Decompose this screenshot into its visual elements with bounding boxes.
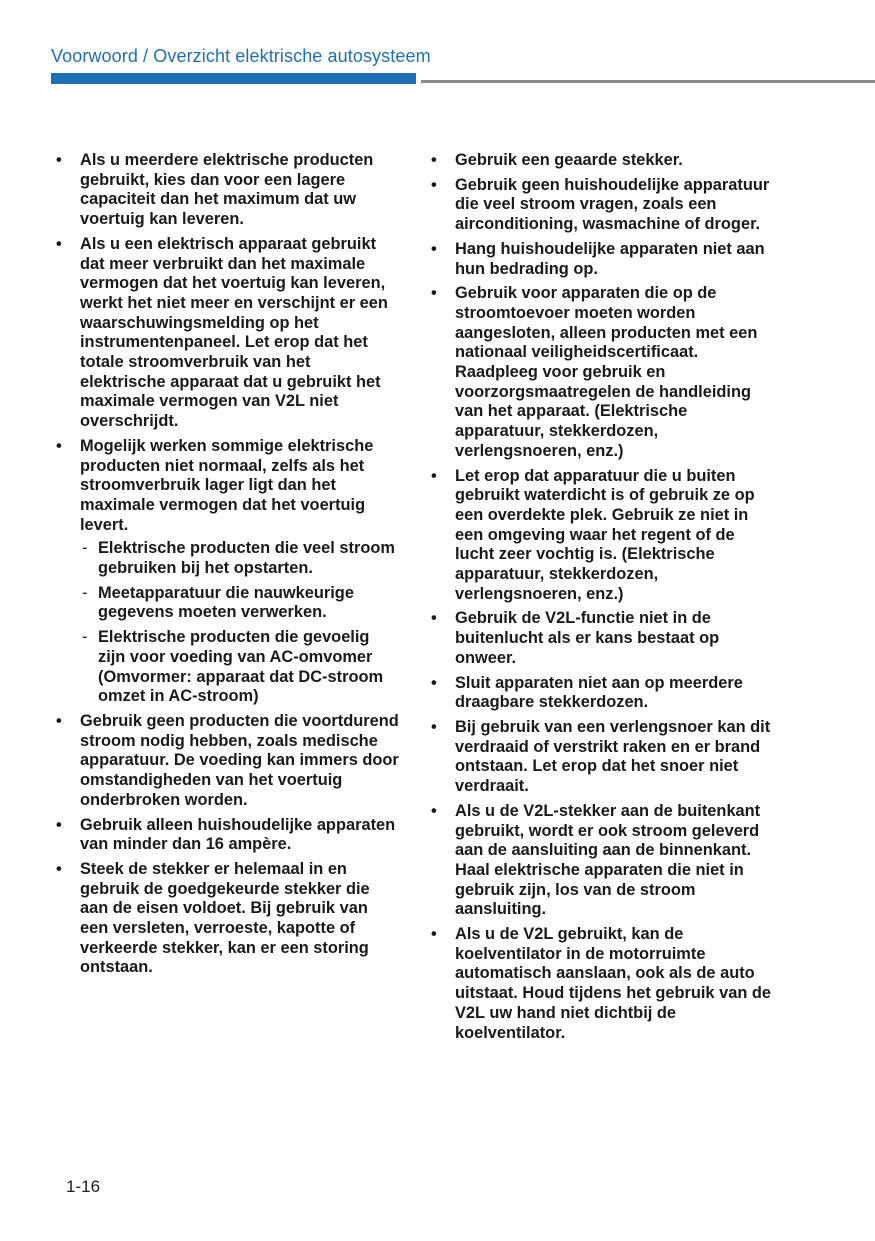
list-item <box>55 816 400 855</box>
right-column <box>430 151 775 1048</box>
list-item-text: • Gebruik geen huishoudelijke apparatuur die veel stroom vragen, zoals een airconditioning, wasmachine of droger. <box>455 175 770 234</box>
list-item-text: • Als u de V2L gebruikt, kan de koelventilator in de motorruimte automatisch aanslaan, ook als de auto uitstaat. Houd tijdens het gebruik van de V2L uw hand niet dichtbij de koelventilator. <box>455 925 772 1042</box>
list-item-text: • Hang huishoudelijke apparaten niet aan hun bedrading op. <box>455 239 765 278</box>
list-item-text: • Gebruik voor apparaten die op de stroomtoevoer moeten worden aangesloten, alleen producten met een nationaal veiligheidscertificaat. Raadpleeg voor gebruik en voorzorgsmaatregelen de handleiding van het apparaat. (Elektrische apparatuur, stekkerdozen, verlengsnoeren, enz.) <box>455 284 758 460</box>
list-item <box>430 240 775 279</box>
list-item <box>430 151 775 171</box>
list-item-text: • Steek de stekker er helemaal in en gebruik de goedgekeurde stekker die aan de eisen voldoet. Bij gebruik van een versleten, verroeste, kapotte of verkeerde stekker, kan er een storing ontstaan. <box>80 859 370 977</box>
list-item-text: • Gebruik alleen huishoudelijke apparaten van minder dan 16 ampère. <box>80 815 396 854</box>
list-item-text: • Sluit apparaten niet aan op meerdere draagbare stekkerdozen. <box>455 673 743 712</box>
header-rule-accent <box>51 73 416 84</box>
list-item <box>55 860 400 978</box>
list-item-text: • Bij gebruik van een verlengsnoer kan dit verdraaid of verstrikt raken en er brand ontstaan. Let erop dat het snoer niet verdraait. <box>455 717 771 796</box>
page-number: 1-16 <box>66 1177 101 1196</box>
section-title: Voorwoord / Overzicht elektrische autosysteem <box>51 46 431 66</box>
list-item-text: • Als u een elektrisch apparaat gebruikt dat meer verbruikt dan het maximale vermogen dat het voertuig kan leveren, werkt het niet meer en verschijnt er een waarschuwingsmelding op het instrumentenpaneel. Let erop dat het totale stroomverbruik van het elektrische apparaat dat u gebruikt het maximale vermogen van V2L niet overschrijdt. <box>80 234 388 431</box>
list-item <box>430 802 775 920</box>
list-item <box>55 235 400 432</box>
list-item-text: • Mogelijk werken sommige elektrische producten niet normaal, zelfs als het stroomverbruik lager ligt dan het maximale vermogen dat het voertuig levert. <box>80 436 374 534</box>
left-bullet-list <box>55 151 400 978</box>
list-item <box>55 151 400 230</box>
right-bullet-list <box>430 151 775 1043</box>
sub-list-item: - Elektrische producten die gevoelig zijn voor voeding van AC-omvomer (Omvormer: apparaat dat DC-stroom omzet in AC-stroom) <box>80 628 400 707</box>
list-item <box>430 467 775 605</box>
list-item <box>430 176 775 235</box>
list-item-text: • Gebruik de V2L-functie niet in de buitenlucht als er kans bestaat op onweer. <box>455 609 720 667</box>
header-rule-gray <box>421 80 875 83</box>
list-item-text: • Let erop dat apparatuur die u buiten gebruikt waterdicht is of gebruik ze op een overdekte plek. Gebruik ze niet in een omgeving waar het regent of de lucht zeer vochtig is. (Elektrische apparatuur, stekkerdozen, verlengsnoeren, enz.) <box>455 466 755 603</box>
list-item-text: • Als u de V2L-stekker aan de buitenkant gebruikt, wordt er ook stroom geleverd aan de aansluiting aan de binnenkant. Haal elektrische apparaten die niet in gebruik zijn, los van de stroom aansluiting. <box>455 801 761 919</box>
list-item-text: • Gebruik geen producten die voortdurend stroom nodig hebben, zoals medische apparatuur. De voeding kan immers door omstandigheden van het voertuig onderbroken worden. <box>80 711 399 809</box>
list-item <box>55 437 400 707</box>
list-item-text: • Als u meerdere elektrische producten gebruikt, kies dan voor een lagere capaciteit dan het maximum dat uw voertuig kan leveren. <box>80 151 374 229</box>
sub-list-item: - Meetapparatuur die nauwkeurige gegevens moeten verwerken. <box>80 584 400 623</box>
list-item <box>430 718 775 797</box>
sub-list-item: - Elektrische producten die veel stroom gebruiken bij het opstarten. <box>80 539 400 578</box>
list-item-text: • Gebruik een geaarde stekker. <box>455 151 683 169</box>
sub-list <box>80 539 400 707</box>
list-item <box>430 609 775 668</box>
list-item <box>430 925 775 1043</box>
list-item <box>430 284 775 461</box>
list-item <box>430 674 775 713</box>
left-column <box>55 151 400 983</box>
list-item <box>55 712 400 811</box>
